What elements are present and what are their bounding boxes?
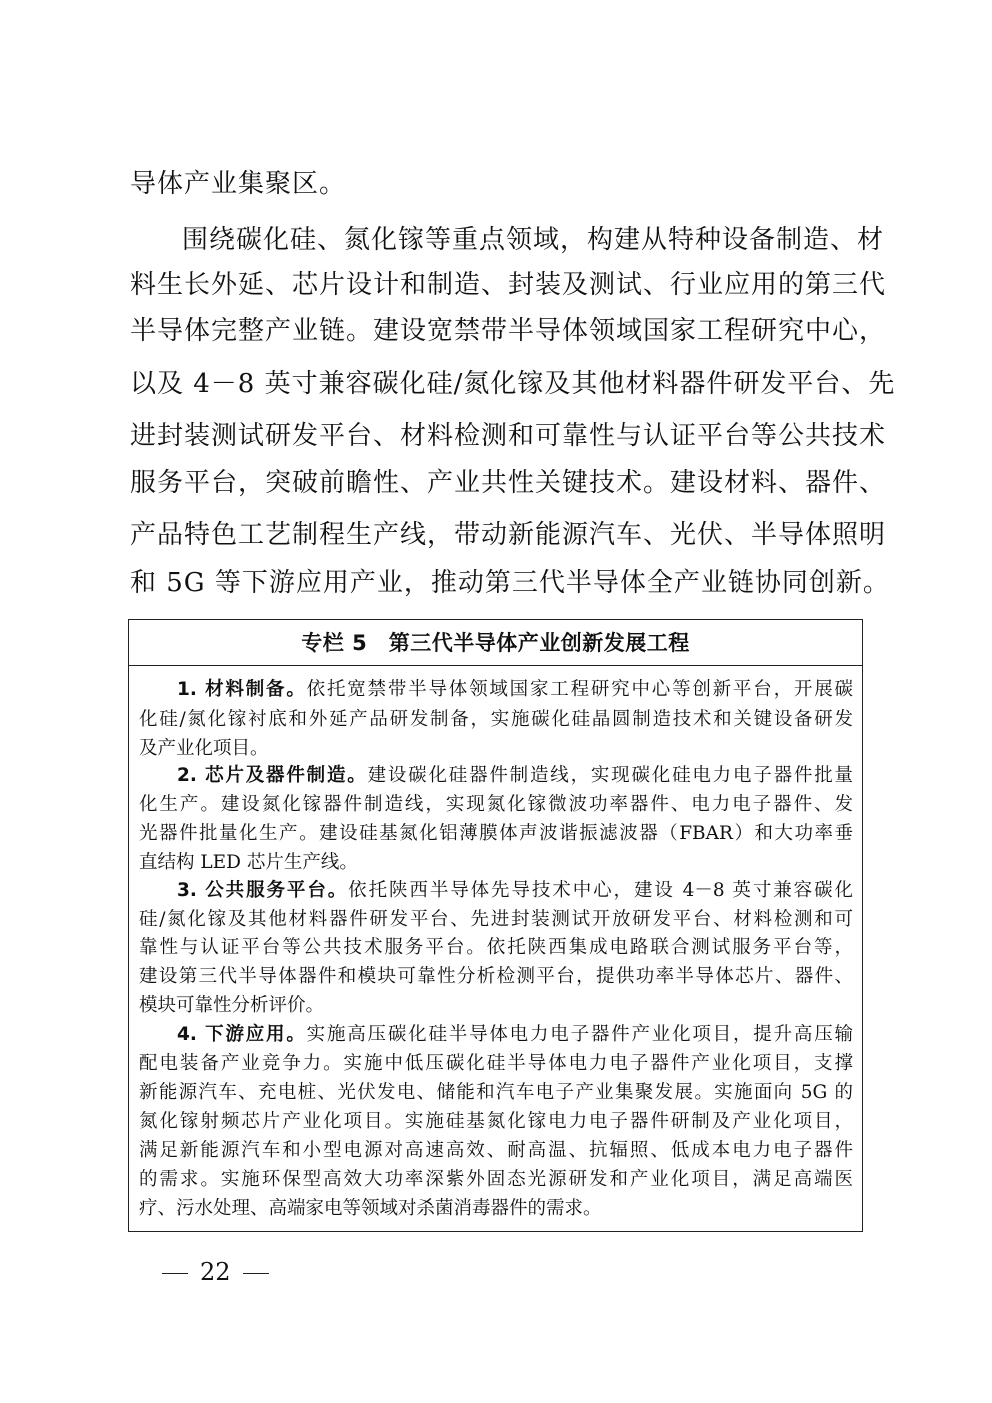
- item3-line-1: [177, 877, 853, 905]
- page-number-footer: [150, 1256, 281, 1288]
- item4-line-2: 配电装备产业竞争力。实施中低压碳化硅半导体电力电子器件产业化项目，支撑: [139, 1053, 853, 1074]
- body-line-2: 围绕碳化硅、氮化镓等重点领域，构建从特种设备制造、材: [182, 225, 885, 255]
- page-number: 22: [200, 1258, 231, 1286]
- body-line-8: 产品特色工艺制程生产线，带动新能源汽车、光伏、半导体照明: [130, 520, 887, 550]
- body-line-7: 服务平台，突破前瞻性、产业共性关键技术。建设材料、器件、: [130, 468, 887, 498]
- item1-line-1: [177, 676, 853, 704]
- item1-text-1: 依托宽禁带半导体领域国家工程研究中心等创新平台，开展碳: [306, 679, 853, 700]
- item4-text-1: 实施高压碳化硅半导体电力电子器件产业化项目，提升高压输: [306, 1024, 853, 1045]
- item3-line-3: 靠性与认证平台等公共技术服务平台。依托陕西集成电路联合测试服务平台等，: [139, 937, 853, 958]
- item3-heading: 3. 公共服务平台。: [177, 880, 349, 901]
- item3-line-2: 硅/氮化镓及其他材料器件研发平台、先进封装测试开放研发平台、材料检测和可: [139, 909, 853, 930]
- column-box-header: [129, 620, 862, 666]
- item1-line-2: 化硅/氮化镓衬底和外延产品研发制备，实施碳化硅晶圆制造技术和关键设备研发: [139, 709, 853, 730]
- item4-line-3: 新能源汽车、充电桩、光伏发电、储能和汽车电子产业集聚发展。实施面向 5G 的: [139, 1082, 853, 1103]
- body-line-5: 以及 4－8 英寸兼容碳化硅/氮化镓及其他材料器件研发平台、先: [130, 369, 896, 399]
- body-line-1: 导体产业集聚区。: [130, 169, 347, 199]
- item2-line-3: 光器件批量化生产。建设硅基氮化铝薄膜体声波谐振滤波器（FBAR）和大功率垂: [139, 823, 853, 844]
- item4-heading: 4. 下游应用。: [177, 1024, 307, 1045]
- body-line-4: 半导体完整产业链。建设宽禁带半导体领域国家工程研究中心，: [130, 316, 887, 346]
- body-line-6: 进封装测试研发平台、材料检测和可靠性与认证平台等公共技术: [130, 421, 887, 451]
- item4-line-7: 疗、污水处理、高端家电等领域对杀菌消毒器件的需求。: [139, 1198, 602, 1219]
- column-box-title: 专栏 5 第三代半导体产业创新发展工程: [301, 631, 690, 655]
- item2-line-4: 直结构 LED 芯片生产线。: [139, 852, 358, 873]
- item2-text-1: 建设碳化硅器件制造线，实现碳化硅电力电子器件批量: [367, 765, 853, 786]
- item2-line-1: [177, 762, 853, 790]
- right-dash: [243, 1273, 269, 1274]
- item3-text-1: 依托陕西半导体先导技术中心，建设 4－8 英寸兼容碳化: [348, 880, 853, 901]
- body-line-3: 料生长外延、芯片设计和制造、封装及测试、行业应用的第三代: [130, 270, 887, 300]
- body-line-9: 和 5G 等下游应用产业，推动第三代半导体全产业链协同创新。: [130, 568, 890, 598]
- item2-heading: 2. 芯片及器件制造。: [177, 765, 368, 786]
- item1-line-3: 及产业化项目。: [139, 738, 269, 759]
- item1-heading: 1. 材料制备。: [177, 679, 307, 700]
- item3-line-5: 模块可靠性分析评价。: [139, 995, 325, 1016]
- item4-line-5: 满足新能源汽车和小型电源对高速高效、耐高温、抗辐照、低成本电力电子器件: [139, 1140, 853, 1161]
- item3-line-4: 建设第三代半导体器件和模块可靠性分析检测平台，提供功率半导体芯片、器件、: [139, 966, 853, 987]
- column-box: [128, 619, 863, 1232]
- item4-line-1: [177, 1021, 853, 1049]
- left-dash: [162, 1273, 188, 1274]
- item2-line-2: 化生产。建设氮化镓器件制造线，实现氮化镓微波功率器件、电力电子器件、发: [139, 794, 853, 815]
- item4-line-4: 氮化镓射频芯片产业化项目。实施硅基氮化镓电力电子器件研制及产业化项目，: [139, 1111, 853, 1132]
- item4-line-6: 的需求。实施环保型高效大功率深紫外固态光源研发和产业化项目，满足高端医: [139, 1169, 853, 1190]
